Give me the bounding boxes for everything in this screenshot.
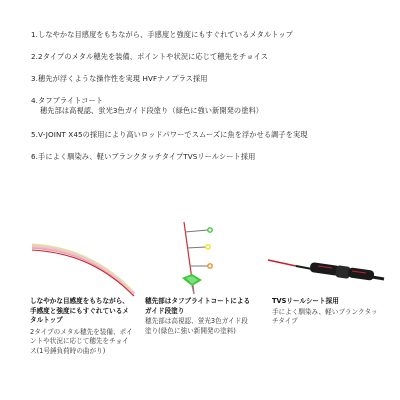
feature-list xyxy=(31,30,391,174)
feature-text: 2.2タイプのメタル穂先を装備、ポイントや状況に応じて穂先をチョイス xyxy=(31,52,268,61)
caption-tvs-reel-seat xyxy=(272,297,382,327)
guide-coat-image xyxy=(150,218,232,296)
bent-tip-image xyxy=(30,240,138,298)
feature-text: 4.タフブライトコート xyxy=(31,96,104,105)
feature-text: 5.V-JOINT X45の採用により高いロッドパワーでスムーズに魚を浮かせる調子を実現 xyxy=(31,130,308,139)
feature-item-2 xyxy=(31,52,391,62)
caption-title: TVSリールシート採用 xyxy=(272,297,339,305)
feature-text: 1.しなやかな目感度をもちながら、手感度と強度にもすぐれているメタルトップ xyxy=(31,30,293,39)
feature-text: 6.手によく馴染み、軽いブランクタッチタイプTVSリールシート採用 xyxy=(31,152,256,161)
caption-title: しなやかな目感度をもちながら、手感度と強度にもすぐれているメタルトップ xyxy=(30,297,129,325)
feature-item-4 xyxy=(31,96,391,116)
caption-body: 穂先部は高視認、蛍光3色ガイド段塗り(緑色に強い新開発の塗料) xyxy=(145,317,248,335)
caption-metal-top xyxy=(30,297,135,357)
feature-item-6 xyxy=(31,152,391,162)
figure-row xyxy=(30,242,380,298)
caption-tough-bright-coat xyxy=(145,297,253,336)
caption-title: 穂先部はタフブライトコートによるガイド段塗り xyxy=(145,297,251,315)
feature-item-3 xyxy=(31,74,391,84)
caption-body: 2タイプのメタル穂先を装備、ポイントや状況に応じて穂先をチョイス(1号錘負荷時の曲がり) xyxy=(30,327,133,355)
feature-item-5 xyxy=(31,130,391,140)
feature-item-1 xyxy=(31,30,391,40)
feature-subtext: 穂先部は高視認、蛍光3色ガイド段塗り（緑色に強い新開発の塗料） xyxy=(40,106,264,115)
reel-seat-image xyxy=(266,246,386,290)
feature-text: 3.穂先が浮くような操作性を実現 HVFナノプラス採用 xyxy=(31,74,208,83)
caption-body: 手によく馴染み、軽いブランクタッチタイプ xyxy=(272,307,378,326)
